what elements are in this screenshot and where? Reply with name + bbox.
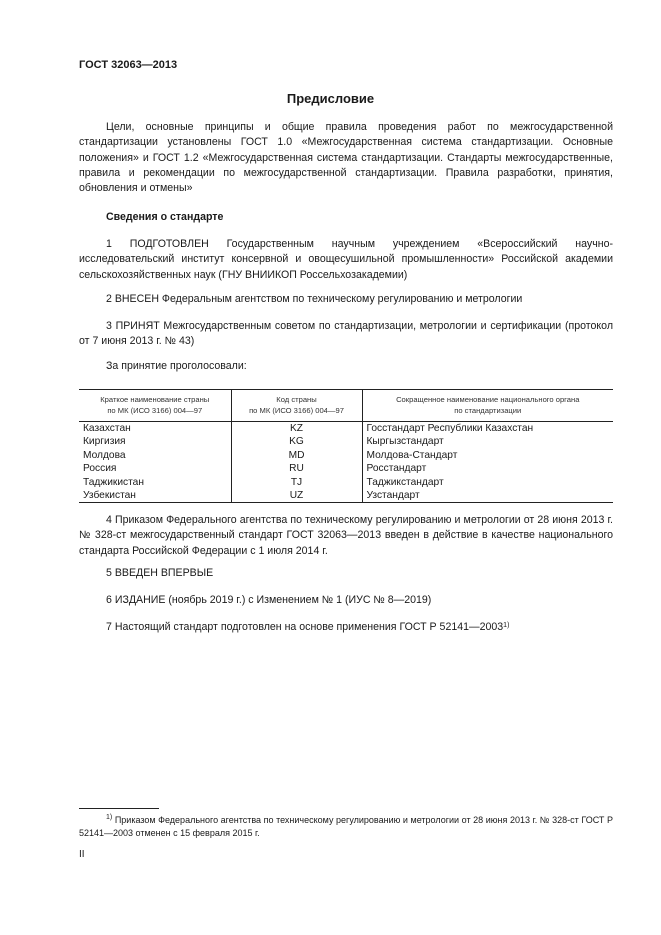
cell-country: Узбекистан (79, 489, 231, 503)
doc-header: ГОСТ 32063—2013 (79, 59, 178, 71)
cell-code: TJ (231, 476, 362, 489)
item-5: 5 ВВЕДЕН ВПЕРВЫЕ (106, 567, 214, 579)
cell-body: Кыргызстандарт (362, 435, 613, 448)
col-header-country: Краткое наименование страны по МК (ИСО 3166) 004—97 (79, 390, 231, 422)
table-header-row (79, 390, 613, 422)
cell-body: Госстандарт Республики Казахстан (362, 422, 613, 436)
cell-code: KZ (231, 422, 362, 436)
item-3: 3 ПРИНЯТ Межгосударственным советом по стандартизации, метрологии и сертификации (протокол от 7 июня 2013 г. № 43) (79, 320, 613, 348)
page-number: II (79, 849, 85, 860)
voting-table (79, 389, 613, 503)
table-row (79, 462, 613, 475)
table-row (79, 489, 613, 503)
cell-body: Узстандарт (362, 489, 613, 503)
cell-code: UZ (231, 489, 362, 503)
cell-country: Молдова (83, 449, 126, 461)
cell-body: Таджикстандарт (362, 476, 613, 489)
footnote-ref[interactable]: 1) (503, 622, 510, 629)
cell-country: Киргизия (83, 436, 126, 448)
cell-body: Молдова-Стандарт (362, 449, 613, 462)
cell-country: Таджикистан (83, 476, 144, 488)
cell-country: Россия (83, 463, 117, 475)
item-2: 2 ВНЕСЕН Федеральным агентством по техническому регулированию и метрологии (106, 293, 523, 305)
cell-code: KG (231, 435, 362, 448)
voted-label: За принятие проголосовали: (106, 360, 247, 372)
item-7: 7 Настоящий стандарт подготовлен на основе применения ГОСТ Р 52141—2003$^{1)}$ (106, 621, 510, 633)
cell-body: Росстандарт (362, 462, 613, 475)
cell-code: MD (231, 449, 362, 462)
page-title: Предисловие (286, 91, 375, 106)
table-row (79, 449, 613, 462)
footnote-mark: 1) (106, 814, 113, 821)
col-header-code: Код страны по МК (ИСО 3166) 004—97 (231, 390, 362, 422)
footnote: $^{1)}$ Приказом Федерального агентства по техническому регулированию и метрологии от 28 июня 2013 г. № 328-ст ГОСТ Р 52141—2003 отменен с 15 февраля 2015 г. (79, 814, 613, 838)
intro-paragraph: Цели, основные принципы и общие правила проведения работ по межгосударственной стандартизации установлены ГОСТ 1.0 «Межгосударственная система стандартизации. Основные положения» и ГОСТ 1.2 «Межгосударственная система стандартизации. Стандарты межгосударственные, правила и рекомендации по межгосударственной стандартизации. Правила разработки, принятия, обновления и отмены» (79, 121, 613, 195)
item-6: 6 ИЗДАНИЕ (ноябрь 2019 г.) с Изменением № 1 (ИУС № 8—2019) (106, 594, 432, 606)
cell-country: Казахстан (83, 423, 131, 434)
section-subtitle: Сведения о стандарте (106, 211, 224, 223)
table-row (79, 435, 613, 448)
footnote-separator (79, 808, 159, 809)
table-row (79, 422, 613, 436)
item-4: 4 Приказом Федерального агентства по техническому регулированию и метрологии от 28 июня 2013 г. № 328-ст межгосударственный стандарт ГОСТ 32063—2013 введен в действие в качестве национального стандарта Российской Федерации с 1 июля 2014 г. (79, 514, 613, 557)
table-row (79, 476, 613, 489)
item-1: 1 ПОДГОТОВЛЕН Государственным научным учреждением «Всероссийский научно-исследовательский институт консервной и овощесушильной промышленности» Российской академии сельскохозяйственных наук (ГНУ ВНИИКОП Россельхозакадемии) (79, 238, 613, 281)
col-header-body: Сокращенное наименование национального органа по стандартизации (362, 390, 613, 422)
cell-code: RU (231, 462, 362, 475)
